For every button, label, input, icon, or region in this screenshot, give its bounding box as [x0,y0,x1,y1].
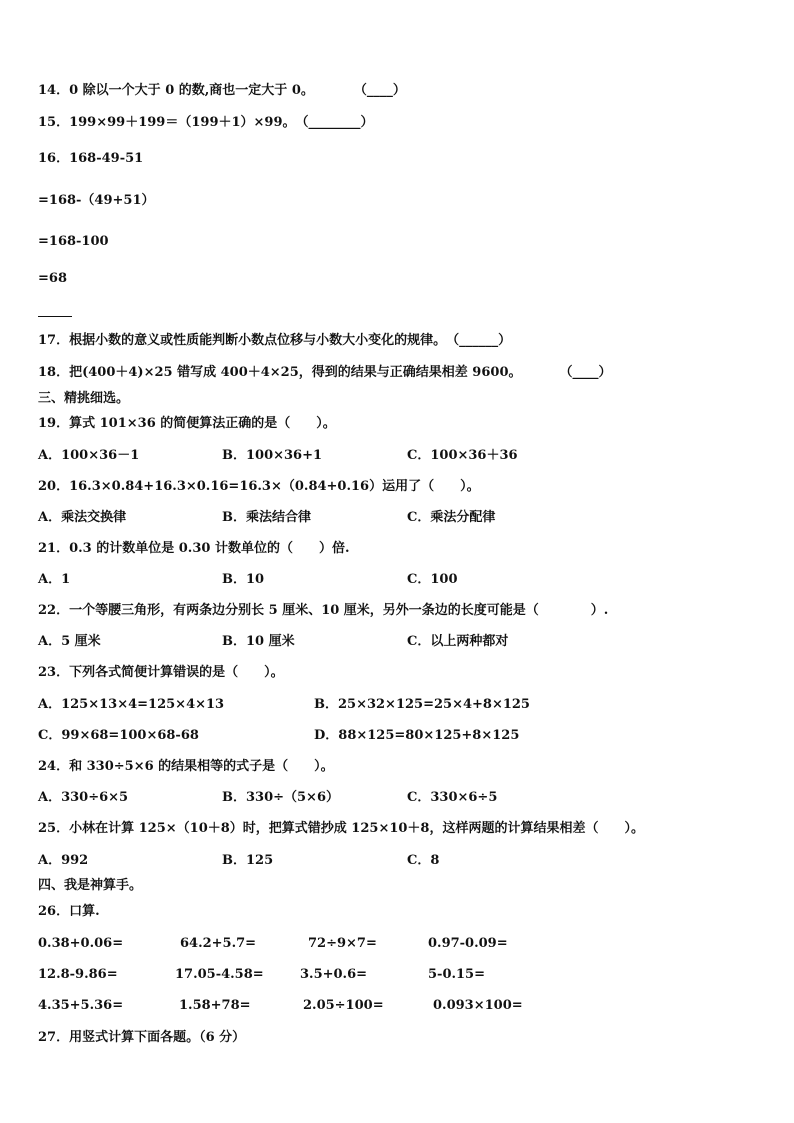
question-17 [38,333,511,349]
question-number: 27． [38,1030,70,1045]
option-c[interactable]: C．100×36＋36 [407,448,518,463]
calc-step: 168-49-51 [69,151,144,166]
mental-calc-item[interactable]: 0.093×100= [433,998,523,1013]
question-21 [38,541,349,557]
mental-calc-item[interactable]: 17.05-4.58= [175,967,264,982]
question-text: 把(400＋4)×25 错写成 400＋4×25，得到的结果与正确结果相差 9600。 [69,365,522,380]
answer-blank[interactable]: （____） [559,365,612,380]
mental-calc-item[interactable]: 3.5+0.6= [300,967,368,982]
question-14 [38,83,406,99]
question-number: 16． [38,151,70,166]
question-text: 根据小数的意义或性质能判断小数点位移与小数大小变化的规律。 [69,333,447,348]
question-text: 16.3×0.84+16.3×0.16=16.3×（0.84+0.16）运用了（ ）。 [69,479,480,494]
option-c[interactable]: C．330×6÷5 [407,790,498,805]
question-20 [38,479,480,495]
question-number: 19． [38,416,70,431]
mental-calc-item[interactable]: 5-0.15= [428,967,485,982]
question-number: 21． [38,541,70,556]
question-27 [38,1030,245,1046]
mental-calc-item[interactable]: 64.2+5.7= [180,936,257,951]
section-heading: 三、精挑细选。 [38,391,130,406]
calc-step: =68 [38,271,67,286]
option-a[interactable]: A．125×13×4=125×4×13 [38,697,225,712]
question-number: 17． [38,333,70,348]
option-b[interactable]: B．乘法结合律 [222,510,311,525]
question-26 [38,904,100,920]
question-text: 一个等腰三角形，有两条边分别长 5 厘米、10 厘米，另外一条边的长度可能是（ ）. [69,603,609,618]
mental-calc-item[interactable]: 0.97-0.09= [428,936,508,951]
answer-underline [38,316,72,317]
question-text: 用竖式计算下面各题。（6 分） [69,1030,246,1045]
question-number: 25． [38,821,70,836]
question-text: 和 330÷5×6 的结果相等的式子是（ ）。 [69,759,334,774]
mental-calc-item[interactable]: 0.38+0.06= [38,936,124,951]
question-number: 26． [38,904,70,919]
question-text: 0 除以一个大于 0 的数,商也一定大于 0。 [69,83,314,98]
option-b[interactable]: B．25×32×125=25×4+8×125 [314,697,530,712]
question-number: 18． [38,365,70,380]
option-c[interactable]: C．以上两种都对 [407,634,509,649]
question-15 [38,115,374,131]
answer-blank[interactable]: （________） [295,115,374,130]
section-heading: 四、我是神算手。 [38,878,143,893]
option-d[interactable]: D．88×125=80×125+8×125 [314,728,520,743]
option-c[interactable]: C．乘法分配律 [407,510,496,525]
question-number: 20． [38,479,70,494]
question-19 [38,416,336,432]
question-text: 199×99＋199＝（199＋1）×99。 [69,115,296,130]
option-a[interactable]: A．5 厘米 [38,634,101,649]
question-22 [38,603,608,619]
option-b[interactable]: B．330÷（5×6） [222,790,340,805]
question-number: 15． [38,115,70,130]
mental-calc-item[interactable]: 12.8-9.86= [38,967,118,982]
question-text: 算式 101×36 的简便算法正确的是（ ）。 [69,416,336,431]
question-number: 14． [38,83,70,98]
question-number: 23． [38,665,70,680]
question-text: 小林在计算 125×（10＋8）时，把算式错抄成 125×10＋8，这样两题的计算结果相差（ ）。 [69,821,644,836]
mental-calc-item[interactable]: 1.58+78= [179,998,251,1013]
option-c[interactable]: C．8 [407,853,440,868]
calc-step: =168-（49+51） [38,193,155,208]
option-a[interactable]: A．330÷6×5 [38,790,129,805]
option-a[interactable]: A．乘法交换律 [38,510,127,525]
option-a[interactable]: A．1 [38,572,71,587]
question-16 [38,151,143,167]
question-number: 22． [38,603,70,618]
option-c[interactable]: C．100 [407,572,458,587]
option-b[interactable]: B．100×36+1 [222,448,323,463]
question-number: 24． [38,759,70,774]
option-b[interactable]: B．125 [222,853,274,868]
option-b[interactable]: B．10 厘米 [222,634,295,649]
option-c[interactable]: C．99×68=100×68-68 [38,728,199,743]
answer-blank[interactable]: （____） [353,83,406,98]
question-text: 口算. [69,904,100,919]
question-24 [38,759,334,775]
option-b[interactable]: B．10 [222,572,265,587]
question-text: 0.3 的计数单位是 0.30 计数单位的（ ）倍. [69,541,350,556]
question-text: 下列各式简便计算错误的是（ ）。 [69,665,284,680]
mental-calc-item[interactable]: 4.35+5.36= [38,998,124,1013]
question-25 [38,821,644,837]
calc-step: =168-100 [38,234,109,249]
mental-calc-item[interactable]: 72÷9×7= [308,936,377,951]
option-a[interactable]: A．100×36－1 [38,448,140,463]
question-18 [38,365,612,381]
option-a[interactable]: A．992 [38,853,89,868]
answer-blank[interactable]: （______） [446,333,512,348]
mental-calc-item[interactable]: 2.05÷100= [303,998,384,1013]
question-23 [38,665,284,681]
